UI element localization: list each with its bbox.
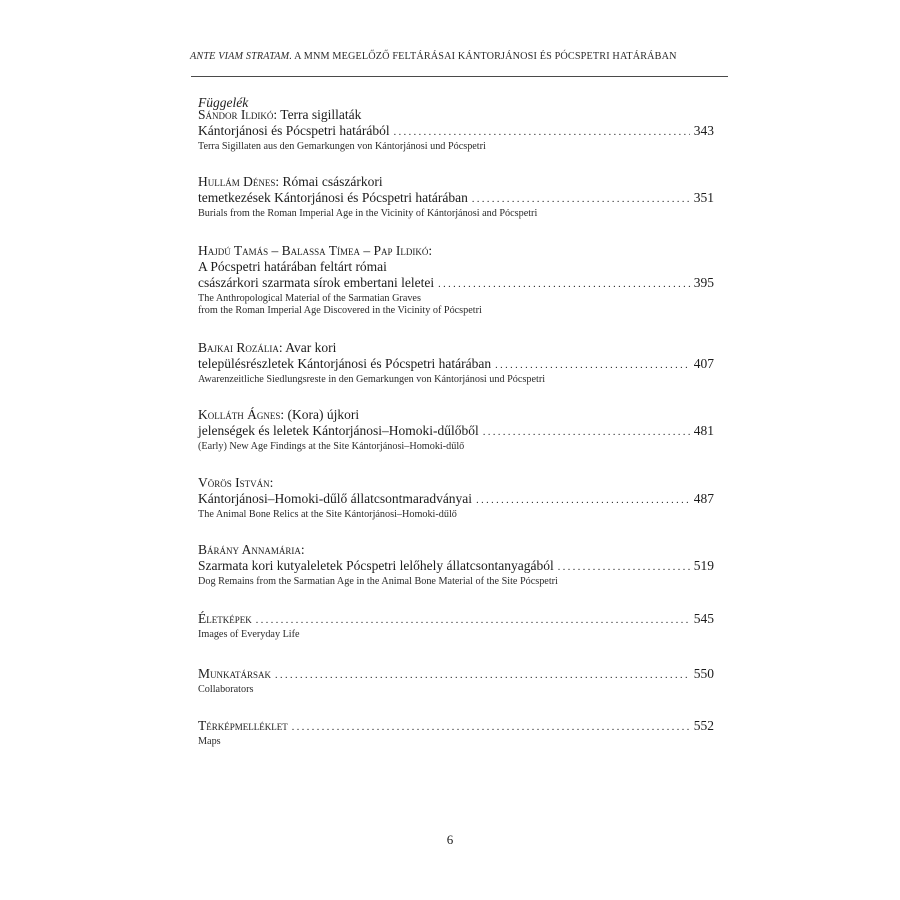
entry-translation: The Animal Bone Relics at the Site Kántorjánosi–Homoki-dűlő bbox=[198, 509, 457, 520]
entry-page-number: 351 bbox=[693, 190, 714, 205]
entry-translation: Dog Remains from the Sarmatian Age in the Animal Bone Material of the Site Pócspetri bbox=[198, 576, 558, 587]
toc-entry[interactable] bbox=[198, 666, 714, 696]
entry-author: Hajdú Tamás – Balassa Tímea – Pap Ildikó: bbox=[198, 243, 433, 258]
entry-translation: Awarenzeitliche Siedlungsreste in den Gemarkungen von Kántorjánosi und Pócspetri bbox=[198, 374, 546, 385]
entry-leader-line bbox=[198, 558, 714, 576]
entry-author: Bárány Annamária: bbox=[198, 542, 305, 557]
dot-leader bbox=[438, 275, 690, 293]
entry-page-number: 487 bbox=[693, 491, 714, 506]
toc-entry[interactable] bbox=[198, 407, 714, 453]
entry-page-number: 343 bbox=[693, 123, 714, 138]
page-number: 6 bbox=[446, 832, 454, 847]
entry-title-text: Kántorjánosi és Pócspetri határából bbox=[198, 123, 390, 138]
entry-translation: Images of Everyday Life bbox=[198, 629, 300, 640]
entry-head-line bbox=[198, 243, 714, 259]
entry-title-text: Életképek bbox=[198, 611, 252, 626]
running-head-text: A MNM MEGELŐZŐ FELTÁRÁSAI KÁNTORJÁNOSI ÉS PÓCSPETRI HATÁRÁBAN bbox=[292, 51, 677, 62]
entry-title-line: (Kora) újkori bbox=[287, 407, 360, 422]
dot-leader bbox=[394, 123, 690, 141]
entry-leader-line bbox=[198, 718, 714, 736]
entry-translation: The Anthropological Material of the Sarmatian Graves bbox=[198, 293, 421, 304]
entry-leader-line bbox=[198, 666, 714, 684]
dot-leader bbox=[275, 666, 690, 684]
entry-title-line: Római császárkori bbox=[282, 174, 383, 189]
dot-leader bbox=[476, 491, 690, 509]
entry-page-number: 545 bbox=[693, 611, 714, 626]
entry-leader-line bbox=[198, 190, 714, 208]
toc-entry[interactable] bbox=[198, 107, 714, 153]
appendix-label: Függelék bbox=[198, 95, 249, 110]
entry-page-number: 550 bbox=[693, 666, 714, 681]
entry-author: Hullám Dénes: bbox=[198, 174, 280, 189]
entry-title-text: Térképmelléklet bbox=[198, 718, 288, 733]
toc-entry[interactable] bbox=[198, 611, 714, 641]
entry-title-line: A Pócspetri határában feltárt római bbox=[198, 259, 387, 274]
entry-title-line: Terra sigillaták bbox=[280, 107, 362, 122]
dot-leader bbox=[483, 423, 690, 441]
entry-leader-line bbox=[198, 275, 714, 293]
entry-title-line: Avar kori bbox=[285, 340, 337, 355]
entry-title-text: Szarmata kori kutyaleletek Pócspetri lelőhely állatcsontanyagából bbox=[198, 558, 554, 573]
entry-head-line bbox=[198, 407, 714, 423]
entry-head-line bbox=[198, 542, 714, 558]
running-head-italic: ANTE VIAM STRATAM. bbox=[190, 51, 293, 62]
entry-title-text: császárkori szarmata sírok embertani leletei bbox=[198, 275, 435, 290]
entry-translation: from the Roman Imperial Age Discovered in the Vicinity of Pócspetri bbox=[198, 305, 482, 316]
entry-title-text: településrészletek Kántorjánosi és Pócspetri határában bbox=[198, 356, 492, 371]
entry-page-number: 552 bbox=[693, 718, 714, 733]
entry-author: Kolláth Ágnes: bbox=[198, 407, 285, 422]
entry-page-number: 519 bbox=[693, 558, 714, 573]
entry-leader-line bbox=[198, 491, 714, 509]
entry-translation: (Early) New Age Findings at the Site Kántorjánosi–Homoki-dűlő bbox=[198, 441, 465, 452]
dot-leader bbox=[292, 718, 690, 736]
toc-entry[interactable] bbox=[198, 174, 714, 220]
entry-head-line bbox=[198, 107, 714, 123]
entry-author: Bajkai Rozália: bbox=[198, 340, 283, 355]
toc-entry[interactable] bbox=[198, 718, 714, 748]
entry-head-line bbox=[198, 340, 714, 356]
toc-entry[interactable] bbox=[198, 340, 714, 386]
entry-page-number: 407 bbox=[693, 356, 714, 371]
toc-entry[interactable] bbox=[198, 542, 714, 588]
entry-author: Sándor Ildikó: bbox=[198, 107, 278, 122]
entry-translation: Terra Sigillaten aus den Gemarkungen von Kántorjánosi und Pócspetri bbox=[198, 141, 486, 152]
entry-title-text: Kántorjánosi–Homoki-dűlő állatcsontmaradványai bbox=[198, 491, 473, 506]
entry-title-text: Munkatársak bbox=[198, 666, 272, 681]
entry-leader-line bbox=[198, 123, 714, 141]
entry-head-line bbox=[198, 174, 714, 190]
dot-leader bbox=[472, 190, 690, 208]
entry-author: Vörös István: bbox=[198, 475, 274, 490]
entry-title-text: jelenségek és leletek Kántorjánosi–Homoki-dűlőből bbox=[198, 423, 479, 438]
entry-translation: Collaborators bbox=[198, 684, 254, 695]
entry-title-text: temetkezések Kántorjánosi és Pócspetri határában bbox=[198, 190, 468, 205]
entry-leader-line bbox=[198, 611, 714, 629]
entry-head-line bbox=[198, 475, 714, 491]
entry-leader-line bbox=[198, 356, 714, 374]
dot-leader bbox=[558, 558, 690, 576]
toc-entry[interactable] bbox=[198, 475, 714, 521]
dot-leader bbox=[256, 611, 690, 629]
entry-translation: Maps bbox=[198, 736, 221, 747]
entry-page-number: 395 bbox=[693, 275, 714, 290]
entry-leader-line bbox=[198, 423, 714, 441]
entry-translation: Burials from the Roman Imperial Age in the Vicinity of Kántorjánosi and Pócspetri bbox=[198, 208, 538, 219]
entry-page-number: 481 bbox=[693, 423, 714, 438]
running-head bbox=[190, 51, 730, 62]
dot-leader bbox=[495, 356, 690, 374]
toc-entry[interactable] bbox=[198, 243, 714, 317]
header-rule bbox=[191, 76, 728, 77]
